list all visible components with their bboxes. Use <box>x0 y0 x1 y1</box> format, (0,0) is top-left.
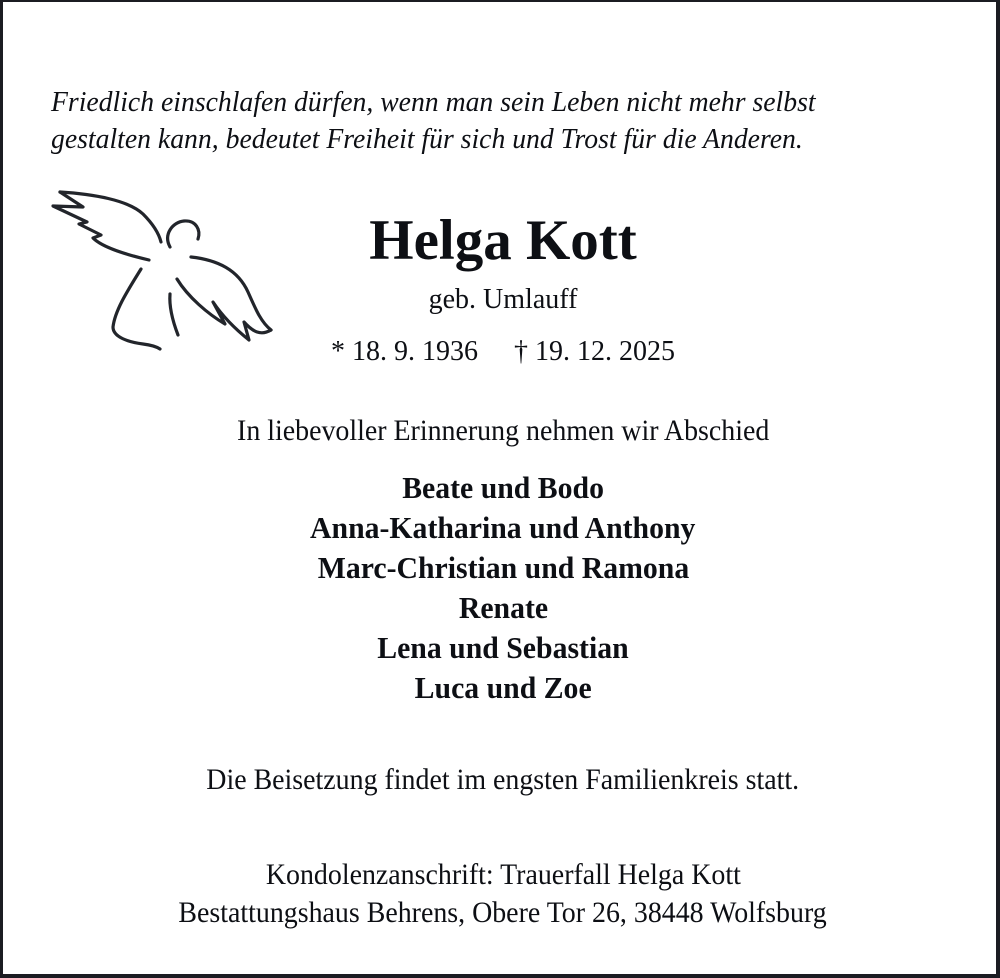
burial-note <box>3 765 1000 795</box>
mourner-4 <box>3 592 1000 623</box>
angel-icon <box>43 182 283 362</box>
deceased-name-text: Helga Kott <box>369 209 637 272</box>
burial-note-text: Die Beisetzung findet im engsten Familienkreis statt. <box>206 763 800 796</box>
farewell-text-content: In liebevoller Erinnerung nehmen wir Abschied <box>236 414 770 447</box>
condolence-line-2-text: Bestattungshaus Behrens, Obere Tor 26, 38448 Wolfsburg <box>178 896 828 929</box>
mourner-3 <box>3 552 1000 583</box>
birth-star-icon: * <box>331 336 345 367</box>
death-dagger-icon: † <box>514 336 528 367</box>
deceased-name <box>3 209 1000 272</box>
quote-line-1-text: Friedlich einschlafen dürfen, wenn man sein Leben nicht mehr selbst <box>51 86 816 118</box>
mourner-5 <box>3 632 1000 663</box>
mourner-name: Renate <box>458 590 548 625</box>
condolence-address-line-1 <box>3 860 1000 890</box>
life-dates <box>3 338 1000 366</box>
life-dates-inner <box>331 338 675 366</box>
birth-name <box>3 286 1000 314</box>
condolence-address-line-2 <box>3 898 1000 928</box>
birth-date: 18. 9. 1936 <box>352 336 478 367</box>
quote-line-1 <box>51 88 852 117</box>
farewell-text <box>3 416 1000 446</box>
mourner-2 <box>3 512 1000 543</box>
birth-name-text: geb. Umlauff <box>428 284 578 315</box>
quote-line-2-text: gestalten kann, bedeutet Freiheit für sich und Trost für die Anderen. <box>51 123 803 155</box>
mourner-name: Anna-Katharina und Anthony <box>310 510 696 545</box>
mourner-name: Beate und Bodo <box>402 470 604 505</box>
condolence-line-1-text: Kondolenzanschrift: Trauerfall Helga Kott <box>265 858 741 891</box>
mourner-6 <box>3 672 1000 703</box>
death-date: 19. 12. 2025 <box>535 336 675 367</box>
mourner-name: Luca und Zoe <box>414 670 592 705</box>
mourner-name: Marc-Christian und Ramona <box>317 550 689 585</box>
mourner-1 <box>3 472 1000 503</box>
quote-line-2 <box>51 125 838 154</box>
mourner-name: Lena und Sebastian <box>377 630 629 665</box>
